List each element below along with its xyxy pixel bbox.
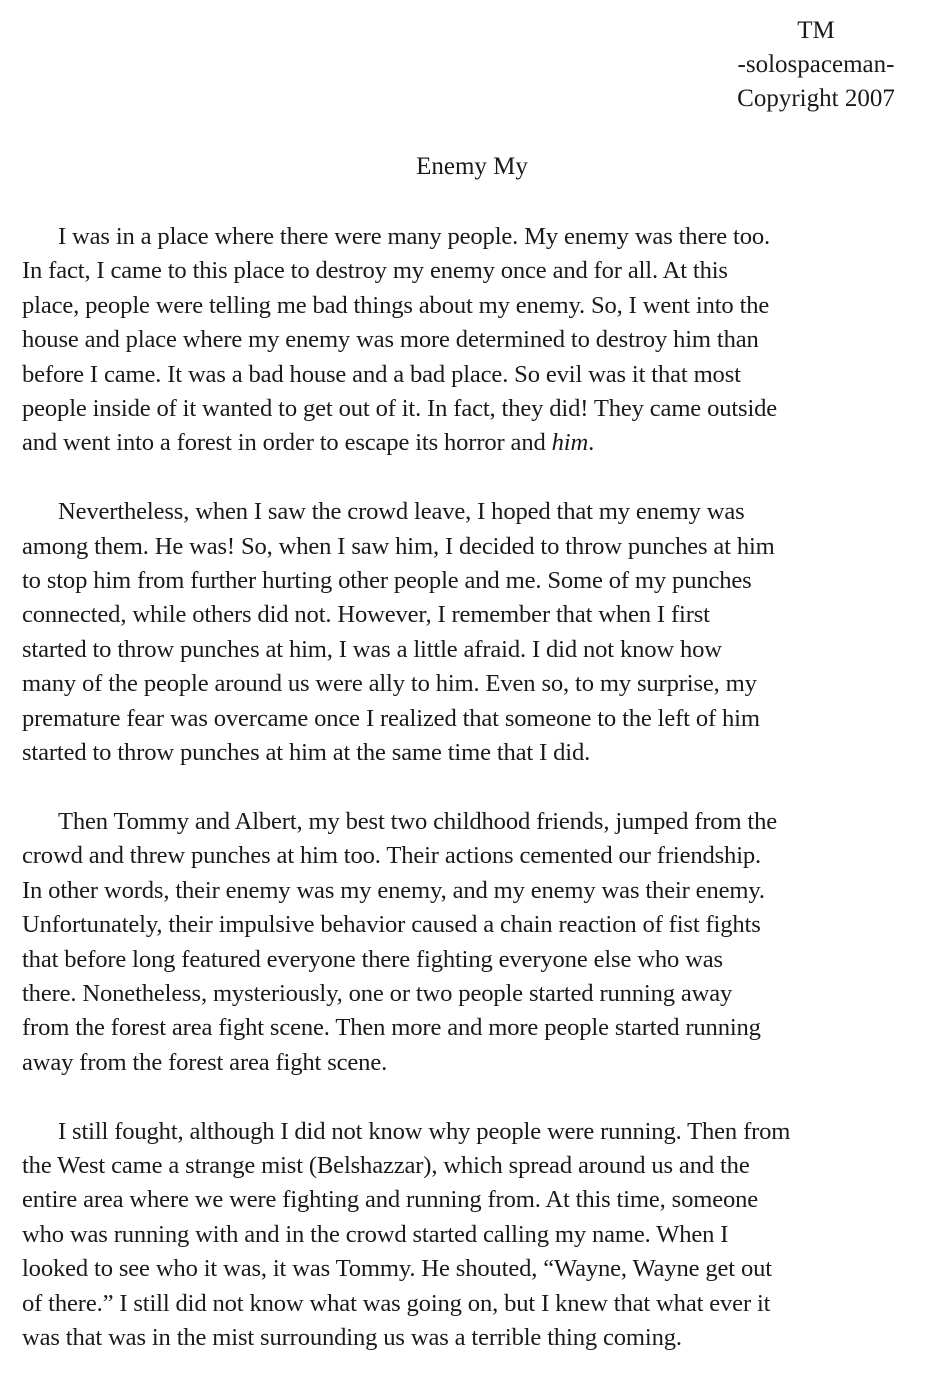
copyright-header: [716, 14, 916, 116]
text-line: before I came. It was a bad house and a bad place. So evil was it that most: [22, 360, 741, 388]
text-line: premature fear was overcame once I realized that someone to the left of him: [22, 704, 760, 732]
text-line: Nevertheless, when I saw the crowd leave, I hoped that my enemy was: [58, 498, 745, 526]
text-line: people inside of it wanted to get out of it. In fact, they did! They came outside: [22, 395, 778, 423]
trademark-mark: TM: [797, 17, 835, 44]
text-line: place, people were telling me bad things about my enemy. So, I went into the: [22, 291, 770, 319]
emphasized-word: him: [551, 429, 589, 457]
text-line: started to throw punches at him at the same time that I did.: [22, 739, 591, 767]
text-line: entire area where we were fighting and running from. At this time, someone: [22, 1186, 759, 1214]
text-line: In other words, their enemy was my enemy, and my enemy was their enemy.: [22, 876, 765, 904]
text-line: of there.” I still did not know what was going on, but I knew that what ever it: [22, 1289, 771, 1317]
text-line: [22, 426, 922, 460]
text-line: connected, while others did not. However, I remember that when I first: [22, 601, 710, 629]
copyright-notice: Copyright 2007: [737, 85, 895, 112]
text-line: from the forest area fight scene. Then more and more people started running: [22, 1014, 761, 1042]
text-line: that before long featured everyone there fighting everyone else who was: [22, 945, 723, 973]
paragraph-3: [22, 805, 922, 1080]
story-body: [22, 220, 922, 1390]
author-name: -solospaceman-: [737, 51, 895, 78]
text-segment: and went into a forest in order to escape its horror and: [22, 429, 552, 457]
text-line: to stop him from further hurting other people and me. Some of my punches: [22, 567, 752, 595]
story-title: Enemy My: [416, 153, 528, 180]
text-line: was that was in the mist surrounding us was a terrible thing coming.: [22, 1323, 682, 1351]
text-line: who was running with and in the crowd started calling my name. When I: [22, 1220, 729, 1248]
text-line: I was in a place where there were many people. My enemy was there too.: [58, 223, 770, 250]
text-segment: .: [588, 429, 595, 457]
text-line: crowd and threw punches at him too. Their actions cemented our friendship.: [22, 842, 762, 870]
text-line: the West came a strange mist (Belshazzar), which spread around us and the: [22, 1151, 750, 1179]
text-line: away from the forest area fight scene.: [22, 1048, 388, 1076]
text-line: started to throw punches at him, I was a little afraid. I did not know how: [22, 635, 722, 663]
text-line: among them. He was! So, when I saw him, I decided to throw punches at him: [22, 532, 775, 560]
text-line: I still fought, although I did not know why people were running. Then from: [58, 1117, 791, 1145]
paragraph-2: [22, 495, 922, 770]
paragraph-4: [22, 1115, 922, 1356]
text-line: In fact, I came to this place to destroy my enemy once and for all. At this: [22, 257, 728, 285]
text-line: Unfortunately, their impulsive behavior caused a chain reaction of fist fights: [22, 911, 761, 939]
paragraph-1: [22, 220, 922, 461]
text-line: house and place where my enemy was more determined to destroy him than: [22, 326, 759, 354]
text-line: there. Nonetheless, mysteriously, one or two people started running away: [22, 979, 733, 1007]
text-line: many of the people around us were ally to him. Even so, to my surprise, my: [22, 670, 757, 698]
text-line: looked to see who it was, it was Tommy. He shouted, “Wayne, Wayne get out: [22, 1255, 772, 1283]
text-line: Then Tommy and Albert, my best two childhood friends, jumped from the: [58, 807, 778, 835]
